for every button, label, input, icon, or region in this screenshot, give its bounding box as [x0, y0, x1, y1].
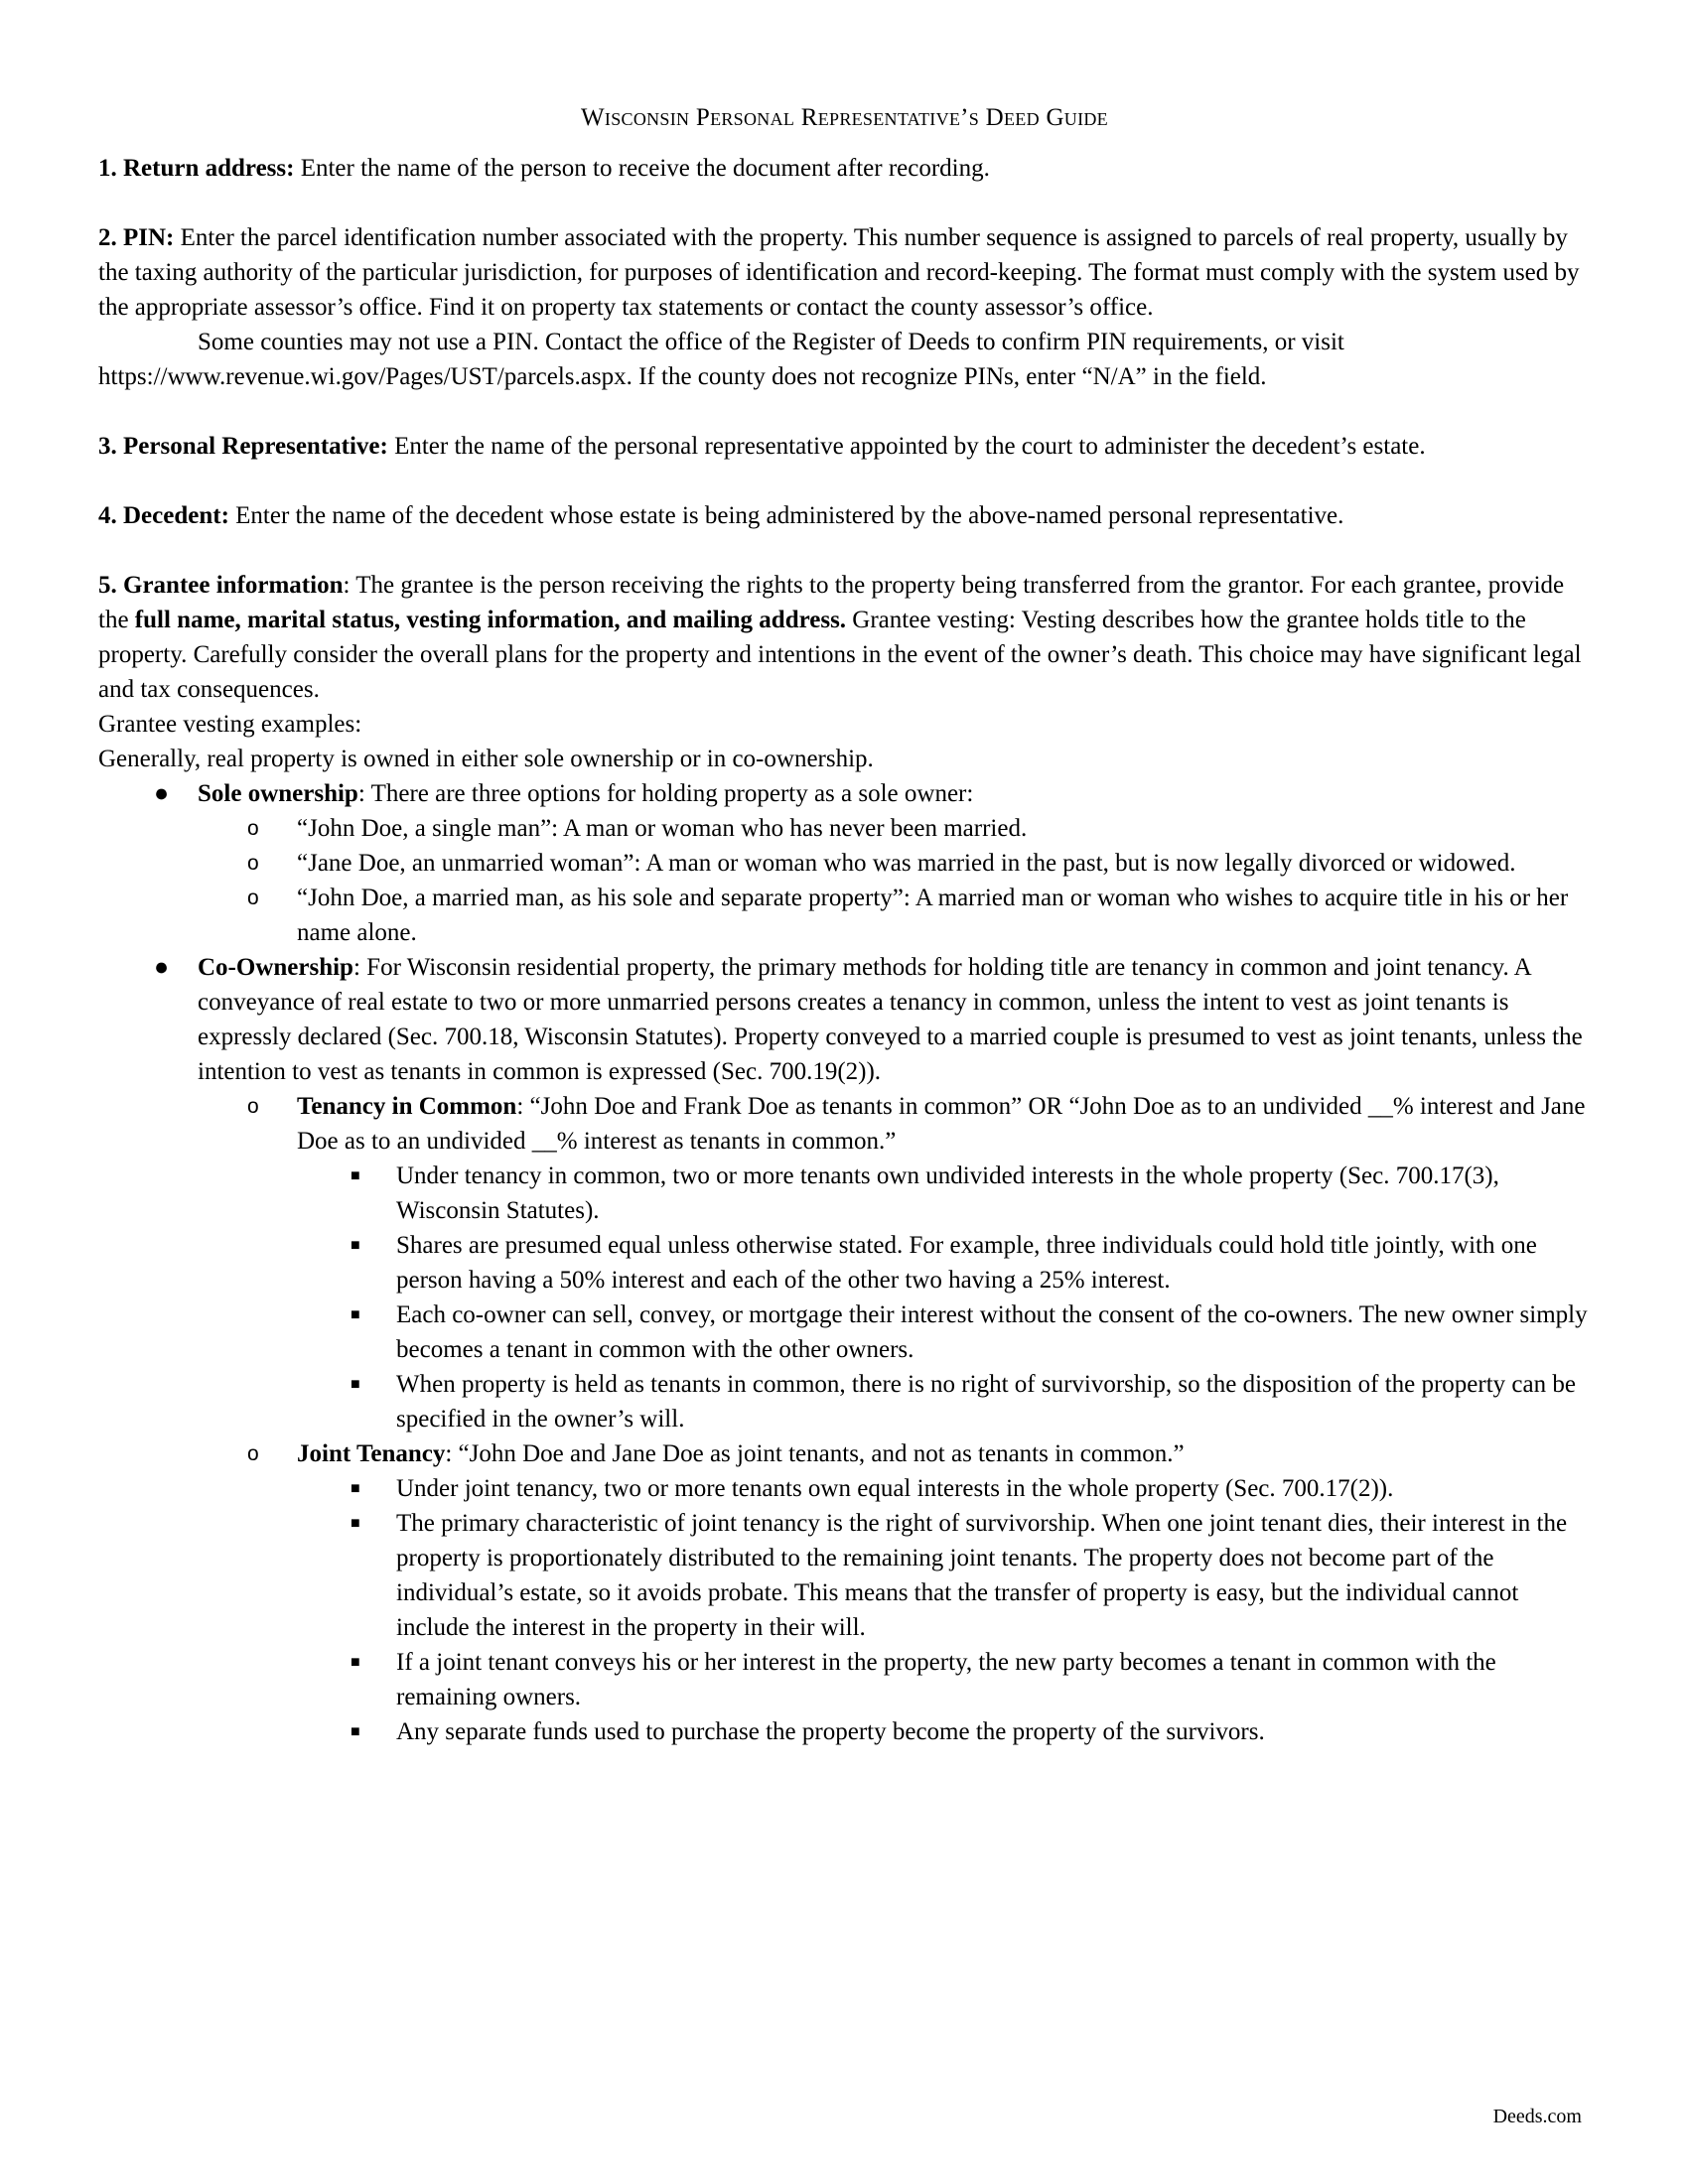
list-item-text: “John Doe, a married man, as his sole and separate property”: A married man or woman who wishes to acquire title in his or her name alone.: [297, 885, 1569, 946]
circle-bullet-icon: o: [247, 1442, 259, 1465]
square-bullet-icon: ■: [351, 1376, 360, 1393]
list-item-text: : There are three options for holding property as a sole owner:: [357, 780, 974, 807]
list-item: [297, 1645, 1591, 1714]
list-item-text: : For Wisconsin residential property, the primary methods for holding title are tenancy in common and joint tenancy. A conveyance of real estate to two or more unmarried persons creates a tenancy in common, unless the intent to vest as joint tenants is expressly declared (Sec. 700.18, Wisconsin Statutes). Property conveyed to a married couple is presumed to vest as joint tenants, unless the intention to vest as tenants in common is expressed (Sec. 700.19(2)).: [198, 954, 1583, 1085]
section-text: Enter the name of the decedent whose estate is being administered by the above-named personal representative.: [228, 502, 1344, 529]
list-item-text: If a joint tenant conveys his or her interest in the property, the new party becomes a tenant in common with the remaining owners.: [396, 1649, 1496, 1710]
section-decedent: [98, 498, 1591, 533]
list-item: [297, 1297, 1591, 1367]
circle-bullet-icon: o: [247, 1095, 259, 1118]
list-item: [297, 1159, 1591, 1228]
section-text: Grantee vesting: Vesting describes how the grantee holds title to the property. Carefully consider the overall plans for the property and intentions in the event of the owner’s death. This choice may have significant legal and tax consequences.: [98, 607, 1582, 703]
list-item: [297, 1506, 1591, 1645]
ownership-intro: Generally, real property is owned in either sole ownership or in co-ownership.: [98, 746, 874, 772]
list-item-text: : “John Doe and Jane Doe as joint tenants, and not as tenants in common.”: [445, 1440, 1185, 1467]
square-bullet-icon: ■: [351, 1480, 360, 1497]
vesting-examples-label: Grantee vesting examples:: [98, 711, 362, 738]
section-return-address: [98, 151, 1591, 186]
list-item-sole-ownership: [98, 776, 1591, 950]
footer-brand: Deeds.com: [1492, 2106, 1582, 2127]
list-item: [198, 811, 1591, 846]
co-ownership-options: [198, 1089, 1591, 1749]
section-grantee-information: [98, 568, 1591, 707]
list-item-text: Shares are presumed equal unless otherwise stated. For example, three individuals could hold title jointly, with one person having a 50% interest and each of the other two having a 25% interest.: [396, 1232, 1537, 1294]
list-item-label: Co-Ownership: [198, 954, 353, 981]
list-item-text: Each co-owner can sell, convey, or mortgage their interest without the consent of the co-owners. The new owner simply becomes a tenant in common with the other owners.: [396, 1301, 1588, 1363]
list-item-label: Tenancy in Common: [297, 1093, 517, 1120]
list-item-text: : “John Doe and Frank Doe as tenants in common” OR “John Doe as to an undivided __% interest and Jane Doe as to an undivided __% interest as tenants in common.”: [297, 1093, 1586, 1155]
ownership-list: [98, 776, 1591, 1749]
circle-bullet-icon: o: [247, 817, 259, 840]
list-item-text: “Jane Doe, an unmarried woman”: A man or woman who was married in the past, but is now legally divorced or widowed.: [297, 850, 1516, 877]
square-bullet-icon: ■: [351, 1515, 360, 1532]
bullet-icon: ●: [154, 780, 170, 807]
list-item: [297, 1228, 1591, 1297]
section-label: 3. Personal Representative:: [98, 433, 388, 460]
list-item-text: Under tenancy in common, two or more tenants own undivided interests in the whole property (Sec. 700.17(3), Wisconsin Statutes).: [396, 1162, 1499, 1224]
section-label: 4. Decedent:: [98, 502, 229, 529]
section-text: Enter the name of the person to receive the document after recording.: [294, 155, 990, 182]
list-item: [297, 1471, 1591, 1506]
section-personal-representative: [98, 429, 1591, 464]
document-page: [98, 95, 1591, 1749]
list-item-label: Joint Tenancy: [297, 1440, 446, 1467]
square-bullet-icon: ■: [351, 1654, 360, 1671]
section-label: 2. PIN:: [98, 224, 175, 251]
list-item-text: Any separate funds used to purchase the property become the property of the survivors.: [396, 1718, 1265, 1745]
square-bullet-icon: ■: [351, 1723, 360, 1740]
joint-tenancy-details: [297, 1471, 1591, 1749]
square-bullet-icon: ■: [351, 1237, 360, 1254]
section-text: Enter the name of the personal representative appointed by the court to administer the decedent’s estate.: [387, 433, 1426, 460]
section-pin-note: Some counties may not use a PIN. Contact the office of the Register of Deeds to confirm PIN requirements, or visit https://www.revenue.wi.gov/Pages/UST/parcels.aspx. If the county does not recognize PINs, enter “N/A” in the field.: [98, 329, 1344, 390]
section-label: 5. Grantee information: [98, 572, 344, 599]
section-pin: [98, 220, 1591, 325]
section-text: : The grantee is the person receiving the rights to the property being transferred from the grantor. For each grantee, provide the: [98, 572, 1565, 633]
list-item-text: When property is held as tenants in common, there is no right of survivorship, so the disposition of the property can be specified in the owner’s will.: [396, 1371, 1576, 1433]
list-item-text: Under joint tenancy, two or more tenants own equal interests in the whole property (Sec. 700.17(2)).: [396, 1475, 1394, 1502]
list-item: [198, 881, 1591, 950]
list-item-joint-tenancy: [198, 1436, 1591, 1749]
list-item-text: “John Doe, a single man”: A man or woman who has never been married.: [297, 815, 1028, 842]
circle-bullet-icon: o: [247, 887, 259, 909]
square-bullet-icon: ■: [351, 1306, 360, 1323]
section-bold-text: full name, marital status, vesting information, and mailing address.: [134, 607, 847, 633]
section-text: Enter the parcel identification number associated with the property. This number sequence is assigned to parcels of real property, usually by the taxing authority of the particular jurisdiction, for purposes of identification and record-keeping. The format must comply with the system used by the appropriate assessor’s office. Find it on property tax statements or contact the county assessor’s office.: [98, 224, 1580, 321]
list-item: [198, 846, 1591, 881]
circle-bullet-icon: o: [247, 852, 259, 875]
bullet-icon: ●: [154, 954, 170, 981]
list-item-co-ownership: [98, 950, 1591, 1749]
list-item: [297, 1714, 1591, 1749]
list-item-tenancy-in-common: [198, 1089, 1591, 1436]
square-bullet-icon: ■: [351, 1167, 360, 1184]
section-label: 1. Return address:: [98, 155, 295, 182]
page-title: Wisconsin Personal Representative’s Deed Guide: [581, 104, 1108, 131]
list-item: [297, 1367, 1591, 1436]
tenancy-in-common-details: [297, 1159, 1591, 1436]
sole-ownership-options: [198, 811, 1591, 950]
list-item-text: The primary characteristic of joint tenancy is the right of survivorship. When one joint tenant dies, their interest in the property is proportionately distributed to the remaining joint tenants. The property does not become part of the individual’s estate, so it avoids probate. This means that the transfer of property is easy, but the individual cannot include the interest in the property in their will.: [396, 1510, 1568, 1641]
list-item-label: Sole ownership: [198, 780, 358, 807]
